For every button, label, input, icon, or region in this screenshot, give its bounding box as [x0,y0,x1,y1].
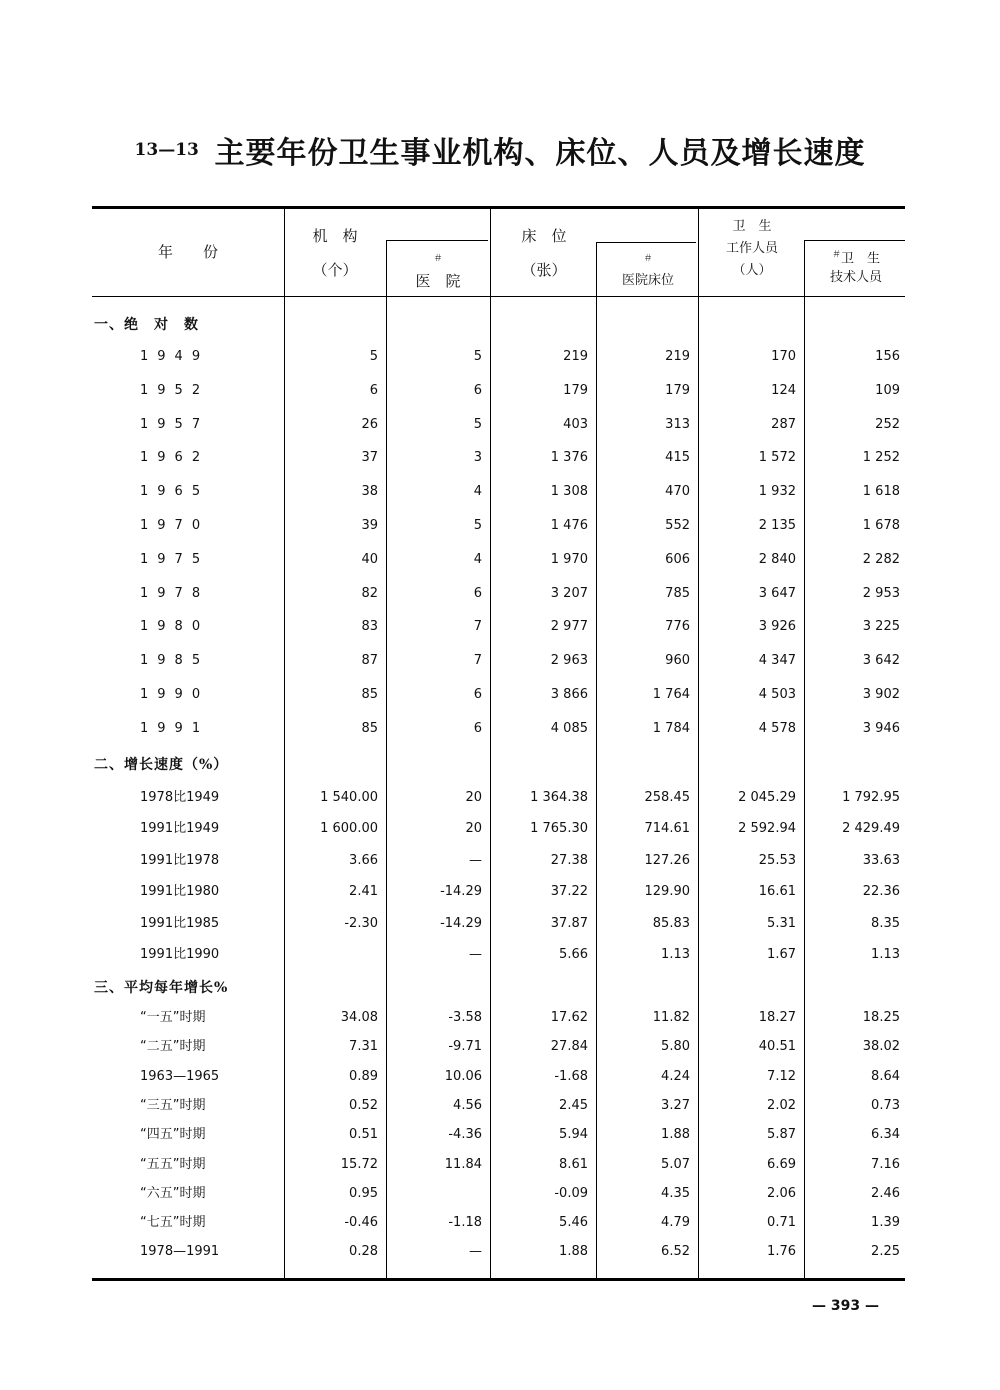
cell-hospitals: — [469,1244,482,1260]
cell-hospital-beds: 3.27 [661,1097,690,1113]
cell-hospitals: -1.18 [448,1215,482,1231]
cell-health-staff: 2 135 [758,518,796,533]
table-row [0,615,1000,639]
table-row [0,480,1000,504]
subheader-rule-bed [596,242,696,243]
cell-hospital-beds: 606 [665,551,690,567]
cell-beds: 1 765.30 [530,821,588,837]
cell-hospitals: 20 [465,821,482,837]
cell-hospital-beds: 5.80 [661,1039,690,1055]
header-rule [92,296,905,297]
table-row [0,514,1000,538]
section-annual: 三、平均每年增长% [94,980,229,996]
cell-hospitals: 7 [473,653,482,669]
cell-hospitals: 5 [473,416,482,432]
cell-beds: 3 866 [550,687,588,702]
cell-hospitals: 6 [473,687,482,702]
header-tech-staff-line2: 技术人员 [829,270,882,286]
cell-beds: 1.88 [559,1244,588,1260]
row-label: 1962 [140,450,210,466]
table-row [0,1211,1000,1235]
cell-hospital-beds: 5.07 [661,1156,690,1172]
cell-tech-staff: 8.35 [871,915,900,931]
row-label: 1990 [140,687,210,702]
cell-institutions: 3.66 [349,852,378,868]
cell-health-staff: 6.69 [767,1156,796,1172]
cell-health-staff: 25.53 [758,852,796,868]
header-hospital-beds [598,248,698,292]
cell-hospitals: 4 [473,551,482,567]
cell-tech-staff: 2 282 [862,551,900,567]
cell-beds: 37.22 [550,884,588,900]
table-row [0,379,1000,403]
cell-institutions: 1 600.00 [320,821,378,837]
cell-hospitals: 7 [473,619,482,635]
cell-hospital-beds: 1 784 [652,720,690,736]
cell-tech-staff: 252 [875,416,900,432]
cell-health-staff: 4 347 [758,653,796,669]
header-hospitals-mark: ＃ [433,254,443,264]
cell-beds: 403 [563,416,588,432]
header-institutions-unit: （个） [312,261,358,279]
row-label: 1978比1949 [140,790,220,805]
cell-tech-staff: 7.16 [871,1156,900,1172]
cell-tech-staff: 156 [875,349,900,364]
cell-hospitals: 6 [473,720,482,736]
cell-health-staff: 1 932 [758,484,796,500]
cell-hospital-beds: 11.82 [652,1010,690,1025]
header-hospitals [388,248,488,292]
cell-hospitals: 20 [465,790,482,805]
row-label: 1991比1949 [140,821,220,837]
cell-hospital-beds: 219 [665,349,690,364]
row-label: 1991比1985 [140,915,220,931]
table-row [0,1006,1000,1030]
cell-beds: 5.46 [559,1215,588,1231]
cell-health-staff: 1.76 [767,1244,796,1260]
cell-hospital-beds: 1 764 [652,687,690,702]
cell-tech-staff: 1.13 [871,947,900,962]
cell-hospital-beds: 4.24 [661,1068,690,1084]
row-label: 1978—1991 [140,1244,220,1260]
cell-hospitals: 5 [473,518,482,533]
cell-beds: 2 977 [550,619,588,635]
cell-tech-staff: 1 618 [862,484,900,500]
cell-beds: 3 207 [550,585,588,601]
cell-institutions: 0.89 [349,1068,378,1084]
table-row [0,582,1000,606]
table-row [0,786,1000,810]
header-institutions: 机 构 [312,227,358,245]
table-row [0,683,1000,707]
cell-beds: 1 476 [550,518,588,533]
cell-institutions: 37 [361,450,378,466]
cell-institutions: 87 [361,653,378,669]
cell-beds: 27.84 [550,1039,588,1055]
table-title [0,128,1000,172]
cell-tech-staff: 2 953 [862,585,900,601]
cell-hospital-beds: 127.26 [644,852,690,868]
row-label: “三五”时期 [140,1097,206,1113]
cell-hospitals: 6 [473,585,482,601]
cell-hospital-beds: 714.61 [644,821,690,837]
cell-hospitals: -9.71 [448,1039,482,1055]
cell-health-staff: 2 592.94 [738,821,796,837]
cell-beds: 27.38 [550,852,588,868]
row-label: 1949 [140,349,210,364]
row-label: 1985 [140,653,210,669]
row-label: “一五”时期 [140,1010,206,1025]
cell-hospitals: — [469,947,482,962]
cell-hospital-beds: 129.90 [644,884,690,900]
cell-health-staff: 4 578 [758,720,796,736]
cell-hospital-beds: 960 [665,653,690,669]
cell-health-staff: 7.12 [767,1068,796,1084]
cell-hospital-beds: 258.45 [644,790,690,805]
table-row [0,717,1000,741]
cell-health-staff: 40.51 [758,1039,796,1055]
cell-institutions: -0.46 [344,1215,378,1231]
cell-tech-staff: 8.64 [871,1068,900,1084]
cell-hospital-beds: 313 [665,416,690,432]
cell-beds: 2.45 [559,1097,588,1113]
cell-institutions: 0.51 [349,1127,378,1143]
row-label: 1965 [140,484,210,500]
page-number: — 393 — [812,1298,879,1314]
row-label: “四五”时期 [140,1127,206,1143]
cell-hospital-beds: 415 [665,450,690,466]
cell-health-staff: 3 926 [758,619,796,635]
row-label: “五五”时期 [140,1156,206,1172]
cell-tech-staff: 2.46 [871,1185,900,1201]
cell-tech-staff: 2.25 [871,1244,900,1260]
cell-health-staff: 0.71 [767,1215,796,1231]
cell-institutions: 85 [361,687,378,702]
cell-hospitals: 10.06 [444,1068,482,1084]
cell-beds: 8.61 [559,1156,588,1172]
cell-hospitals: 6 [473,382,482,398]
cell-institutions: 5 [369,349,378,364]
table-row [0,943,1000,967]
cell-tech-staff: 2 429.49 [842,821,900,837]
header-beds-unit: （张） [521,261,567,279]
header-hospital-beds-label: 医院床位 [621,273,674,288]
table-row [0,1153,1000,1177]
cell-institutions: 85 [361,720,378,736]
table-row [0,1123,1000,1147]
cell-hospital-beds: 1.13 [661,947,690,962]
cell-hospital-beds: 4.79 [661,1215,690,1231]
header-health-staff-line1: 卫 生 [732,219,772,234]
cell-institutions: 0.95 [349,1185,378,1201]
cell-health-staff: 4 503 [758,687,796,702]
row-label: “二五”时期 [140,1039,206,1055]
cell-hospitals: 3 [473,450,482,466]
row-label: “六五”时期 [140,1185,206,1201]
cell-health-staff: 1 572 [758,450,796,466]
cell-hospitals: 11.84 [444,1156,482,1172]
cell-beds: 1 308 [550,484,588,500]
header-tech-staff-mark: ＃ [831,250,841,260]
cell-hospitals: -14.29 [440,915,482,931]
cell-institutions: 26 [361,416,378,432]
top-rule [92,206,905,209]
cell-health-staff: 170 [771,349,796,364]
cell-health-staff: 2 840 [758,551,796,567]
cell-institutions: 83 [361,619,378,635]
cell-hospital-beds: 179 [665,382,690,398]
cell-tech-staff: 18.25 [862,1010,900,1025]
cell-institutions: 2.41 [349,884,378,900]
header-year: 年 份 [157,243,218,261]
cell-hospital-beds: 776 [665,619,690,635]
cell-beds: 5.66 [559,947,588,962]
cell-tech-staff: 33.63 [862,852,900,868]
section-absolute: 一、绝 对 数 [94,317,199,333]
cell-institutions: 38 [361,484,378,500]
cell-beds: 4 085 [550,720,588,736]
row-label: 1991 [140,720,210,736]
cell-health-staff: 2.02 [767,1097,796,1113]
cell-tech-staff: 6.34 [871,1127,900,1143]
cell-beds: -1.68 [554,1068,588,1084]
cell-beds: 37.87 [550,915,588,931]
cell-hospitals: -3.58 [448,1010,482,1025]
cell-tech-staff: 22.36 [862,884,900,900]
header-health-staff [700,216,804,282]
cell-health-staff: 1.67 [767,947,796,962]
row-label: 1991比1990 [140,947,220,962]
table-row [0,817,1000,841]
section-growth: 二、增长速度（%） [94,757,229,773]
header-tech-staff [806,246,906,287]
cell-hospital-beds: 470 [665,484,690,500]
cell-health-staff: 287 [771,416,796,432]
row-label: “七五”时期 [140,1215,206,1231]
cell-hospitals: — [469,852,482,868]
cell-beds: 5.94 [559,1127,588,1143]
cell-hospitals: 5 [473,349,482,364]
cell-tech-staff: 3 225 [862,619,900,635]
cell-tech-staff: 38.02 [862,1039,900,1055]
cell-beds: 219 [563,349,588,364]
cell-tech-staff: 3 642 [862,653,900,669]
cell-health-staff: 18.27 [758,1010,796,1025]
cell-institutions: 15.72 [340,1156,378,1172]
table-number: 13—13 [134,140,199,160]
table-row [0,880,1000,904]
cell-tech-staff: 1 792.95 [842,790,900,805]
row-label: 1957 [140,416,210,432]
table-row [0,446,1000,470]
table-title-text: 主要年份卫生事业机构、床位、人员及增长速度 [214,136,866,171]
cell-tech-staff: 3 902 [862,687,900,702]
table-row [0,849,1000,873]
cell-institutions: 82 [361,585,378,601]
row-label: 1980 [140,619,210,635]
cell-health-staff: 5.31 [767,915,796,931]
header-health-staff-line2: 工作人员 [725,241,778,256]
cell-hospitals: 4.56 [453,1097,482,1113]
row-label: 1970 [140,518,210,533]
cell-hospitals: -4.36 [448,1127,482,1143]
header-health-staff-unit: （人） [732,263,772,278]
cell-institutions: 40 [361,551,378,567]
bottom-rule [92,1278,905,1281]
row-label: 1978 [140,585,210,601]
cell-beds: 1 376 [550,450,588,466]
table-row [0,345,1000,369]
cell-hospital-beds: 6.52 [661,1244,690,1260]
header-hospitals-label: 医 院 [415,272,461,290]
table-row [0,548,1000,572]
cell-hospitals: 4 [473,484,482,500]
row-label: 1975 [140,551,210,567]
header-tech-staff-line1-text: 卫 生 [841,251,881,267]
table-row [0,1182,1000,1206]
cell-institutions: 34.08 [340,1010,378,1025]
cell-health-staff: 2.06 [767,1185,796,1201]
cell-hospital-beds: 1.88 [661,1127,690,1143]
cell-beds: 2 963 [550,653,588,669]
cell-beds: 17.62 [550,1010,588,1025]
subheader-rule-staff [804,240,905,241]
cell-hospital-beds: 4.35 [661,1185,690,1201]
cell-beds: 1 364.38 [530,790,588,805]
cell-hospital-beds: 85.83 [652,915,690,931]
table-row [0,413,1000,437]
cell-beds: 179 [563,382,588,398]
row-label: 1991比1980 [140,884,220,900]
cell-health-staff: 2 045.29 [738,790,796,805]
header-beds: 床 位 [521,227,567,245]
header-tech-staff-line1 [806,246,906,268]
table-row [0,912,1000,936]
cell-tech-staff: 1 252 [862,450,900,466]
cell-tech-staff: 3 946 [862,720,900,736]
cell-tech-staff: 109 [875,382,900,398]
cell-health-staff: 5.87 [767,1127,796,1143]
row-label: 1963—1965 [140,1068,220,1084]
cell-health-staff: 124 [771,382,796,398]
cell-institutions: 6 [369,382,378,398]
row-label: 1991比1978 [140,852,220,868]
cell-hospitals: -14.29 [440,884,482,900]
row-label: 1952 [140,382,210,398]
cell-institutions: 0.28 [349,1244,378,1260]
cell-hospital-beds: 552 [665,518,690,533]
cell-hospital-beds: 785 [665,585,690,601]
table-row [0,1240,1000,1264]
table-row [0,1065,1000,1089]
cell-beds: -0.09 [554,1185,588,1201]
cell-institutions: 39 [361,518,378,533]
cell-tech-staff: 0.73 [871,1097,900,1113]
table-row [0,1094,1000,1118]
cell-health-staff: 3 647 [758,585,796,601]
cell-institutions: 7.31 [349,1039,378,1055]
cell-beds: 1 970 [550,551,588,567]
cell-institutions: 1 540.00 [320,790,378,805]
subheader-rule-inst [386,240,488,241]
header-hospital-beds-mark: ＃ [643,254,653,264]
table-row [0,1035,1000,1059]
cell-institutions: 0.52 [349,1097,378,1113]
table-row [0,649,1000,673]
cell-tech-staff: 1 678 [862,518,900,533]
cell-health-staff: 16.61 [758,884,796,900]
cell-tech-staff: 1.39 [871,1215,900,1231]
cell-institutions: -2.30 [344,915,378,931]
